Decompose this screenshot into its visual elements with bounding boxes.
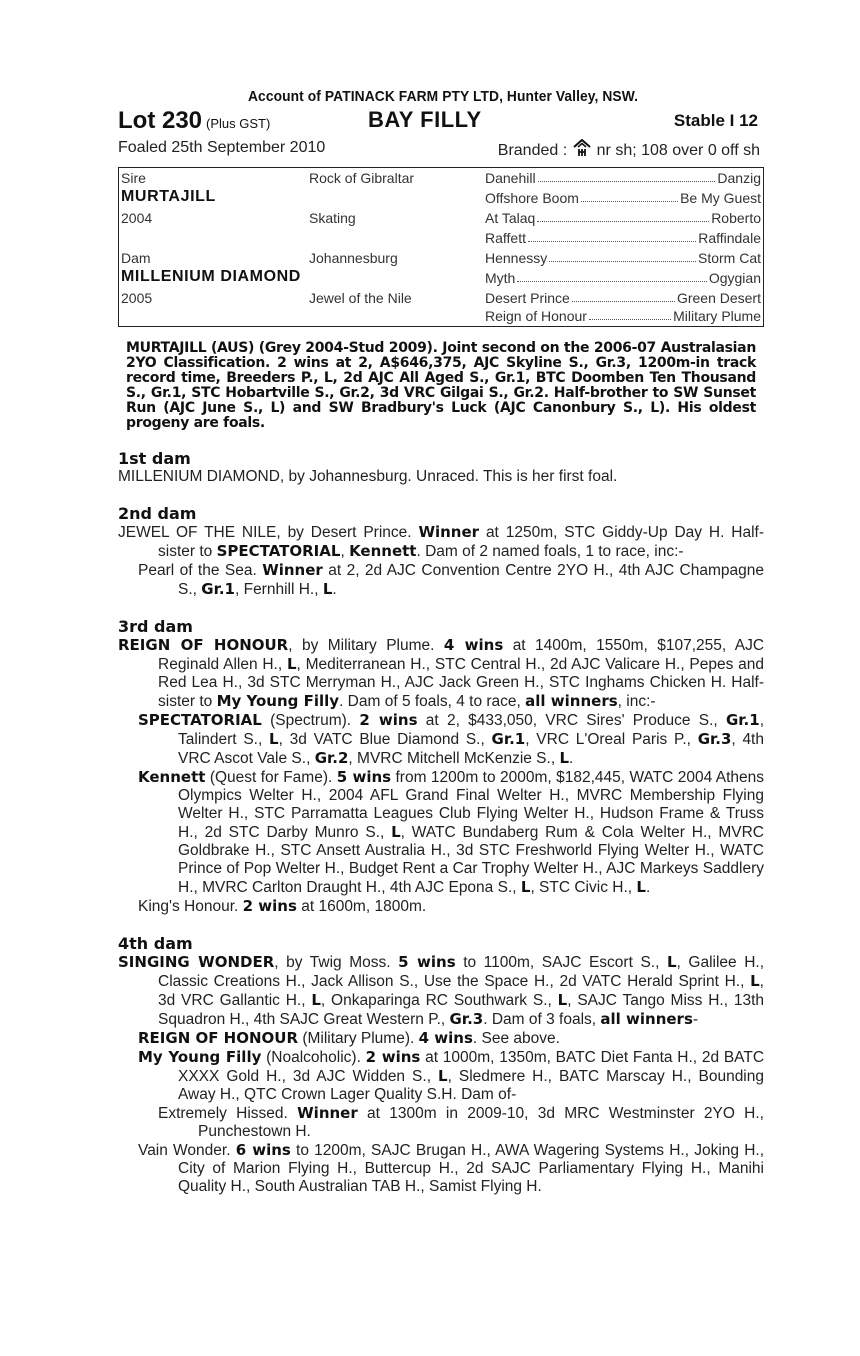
text-run: from 1200m to 2000m, $182,445, WATC 2004 Athens Olympics Welter H., 2004 AFL Grand Final Welter H., MVRC Membership Flying Welter H., STC Parramatta Leagues Club Flying Welter H., Hudson Frame & Truss H., 2d STC Darby Munro S.,	[178, 769, 765, 841]
text-run: , MVRC Mitchell McKenzie S.,	[348, 750, 556, 767]
bold-run: Gr.3	[697, 730, 732, 748]
second-dam-heading: 2nd dam	[118, 504, 197, 523]
leader-dots	[537, 210, 709, 222]
bold-run: L	[391, 823, 401, 841]
leader-dots	[581, 190, 678, 202]
stable-number: Stable I 12	[673, 111, 758, 130]
progeny-entry	[118, 768, 764, 897]
sire-sire: Rock of Gibraltar	[309, 170, 415, 186]
bold-run: L	[286, 655, 297, 673]
text-run: at 1300m in 2009-10, 3d MRC Westminster 2YO H., Punchestown H.	[198, 1105, 764, 1140]
bold-run: Gr.1	[201, 580, 235, 598]
bold-run: L	[557, 991, 568, 1009]
bold-run: REIGN OF HONOUR	[118, 636, 289, 654]
text-run: , Galilee H., Classic Creations H., Jack Allison S., Use the Space H., 2d VATC Herald Sprint H.,	[158, 954, 765, 990]
lot-label: Lot 230	[118, 107, 203, 134]
text-run: , WATC Bundaberg Rum & Cola Welter H., MVRC Goldbrake H., STC Ansett Australia H., 3d STC Freshworld Flying Welter H., WATC Prince of Pop Welter H., Budget Rent a Car Trophy Welter H., AJC Markeys Saddlery H., MVRC Carlton Draught H., 4th AJC Epona S.,	[178, 824, 764, 896]
ancestor-right: Military Plume	[673, 308, 761, 324]
progeny-entry	[118, 1104, 764, 1141]
text-run: Pearl of the Sea.	[138, 562, 257, 579]
bold-run: L	[559, 749, 570, 767]
bold-run: Kennett	[349, 542, 417, 560]
bold-run: 4 wins	[443, 636, 504, 654]
text-run: . Dam of 2 named foals, 1 to race, inc:-	[416, 543, 684, 560]
bold-run: all winners	[600, 1010, 693, 1028]
bold-run: L	[666, 953, 677, 971]
ancestor-left: Danehill	[485, 170, 536, 186]
ancestor-row	[485, 170, 761, 186]
ancestor-right: Roberto	[711, 210, 761, 226]
text-run: JEWEL OF THE NILE, by Desert Prince.	[118, 524, 412, 541]
ancestor-right: Danzig	[717, 170, 761, 186]
progeny-entry	[118, 1029, 764, 1048]
bold-run: 5 wins	[336, 768, 392, 786]
ancestor-left: Raffett	[485, 230, 526, 246]
bold-run: My Young Filly	[216, 692, 340, 710]
text-run: , VRC L'Oreal Paris P.,	[525, 731, 691, 748]
sire-name: MURTAJILL	[121, 188, 216, 205]
ancestor-row	[485, 270, 761, 286]
bold-run: My Young Filly	[138, 1048, 262, 1066]
bold-run: REIGN OF HONOUR	[138, 1029, 299, 1047]
bold-run: Winner	[418, 523, 480, 541]
text-run: to 1100m, SAJC Escort S.,	[463, 954, 660, 971]
bold-run: 2 wins	[365, 1048, 421, 1066]
second-dam-entry	[118, 523, 764, 561]
progeny-entry	[118, 711, 764, 768]
leader-dots	[549, 250, 696, 262]
text-run: , Talindert S.,	[178, 712, 764, 748]
progeny-entry	[118, 1048, 764, 1104]
branded-info	[498, 139, 760, 160]
text-run: , inc:-	[617, 693, 656, 710]
text-run: , SAJC Tango Miss H., 13th Squadron H., 4th SAJC Great Western P.,	[158, 992, 765, 1028]
ancestor-left: Reign of Honour	[485, 308, 587, 324]
bold-run: Winner	[297, 1104, 358, 1122]
text-run: , Mediterranean H., STC Central H., 2d AJC Valicare H., Pepes and Red Lea H., 3d STC Merryman H., AJC Jack Green H., STC Inghams Chicken H. Half-sister to	[158, 656, 764, 710]
bold-run: 2 wins	[359, 711, 418, 729]
text-run: (Military Plume).	[302, 1030, 415, 1047]
third-dam-heading: 3rd dam	[118, 617, 193, 636]
text-run: .	[569, 750, 574, 767]
leader-dots	[538, 170, 716, 182]
text-run: at 1250m, STC Giddy-Up Day H. Half-sister to	[158, 524, 764, 560]
bold-run: L	[438, 1067, 448, 1085]
text-run: Vain Wonder.	[138, 1142, 231, 1159]
bold-run: SINGING WONDER	[118, 953, 275, 971]
text-run: at 1600m, 1800m.	[301, 898, 427, 915]
ancestor-left: Myth	[485, 270, 516, 286]
text-run: (Spectrum).	[270, 712, 352, 729]
bold-run: SPECTATORIAL	[216, 542, 341, 560]
dam-name: MILLENIUM DIAMOND	[121, 268, 301, 285]
text-run: , Onkaparinga RC Southwark S.,	[320, 992, 552, 1009]
text-run: (Noalcoholic).	[266, 1049, 361, 1066]
text-run: , Fernhill H.,	[234, 581, 319, 598]
first-dam-heading: 1st dam	[118, 449, 191, 468]
bold-run: 4 wins	[418, 1029, 473, 1047]
foaling-row	[118, 137, 764, 163]
ancestor-row	[485, 210, 761, 226]
lot-header	[118, 107, 764, 137]
bold-run: 5 wins	[398, 953, 456, 971]
text-run: at 1400m, 1550m, $107,255, AJC Reginald Allen H.,	[158, 637, 765, 673]
ancestor-right: Raffindale	[698, 230, 761, 246]
text-run: .	[332, 581, 337, 598]
dam-sire: Johannesburg	[309, 250, 398, 266]
bold-run: 6 wins	[235, 1141, 291, 1159]
ancestor-row	[485, 230, 761, 246]
catalogue-page	[118, 88, 764, 1196]
dam-label: Dam	[121, 250, 151, 266]
bold-run: Gr.1	[725, 711, 760, 729]
leader-dots	[589, 308, 671, 320]
text-run: , Sledmere H., BATC Marscay H., Bounding Away H., QTC Crown Lager Quality S.H. Dam of-	[178, 1068, 764, 1103]
text-run: at 2, 2d AJC Convention Centre 2YO H., 4th AJC Champagne S.,	[178, 562, 765, 598]
foaled-date: Foaled 25th September 2010	[118, 139, 326, 156]
bold-run: all winners	[525, 692, 618, 710]
branded-label: Branded :	[497, 142, 568, 159]
bold-run: Gr.1	[491, 730, 526, 748]
ancestor-left: At Talaq	[485, 210, 536, 226]
bold-run: 2 wins	[242, 897, 297, 915]
text-run: at 1000m, 1350m, BATC Diet Fanta H., 2d BATC XXXX Gold H., 3d AJC Widden S.,	[178, 1049, 765, 1085]
sire-label: Sire	[121, 170, 146, 186]
ancestor-row	[485, 308, 761, 324]
text-run: King's Honour.	[138, 898, 239, 915]
text-run: , 3d VATC Blue Diamond S.,	[278, 731, 485, 748]
ancestor-row	[485, 190, 761, 206]
horse-title: BAY FILLY	[368, 107, 482, 132]
text-run: to 1200m, SAJC Brugan H., AWA Wagering Systems H., Joking H., City of Marion Flying H., Buttercup H., 2d SAJC Parliamentary Flying H., Manihi Quality H., South Australian TAB H., Samist Flying H.	[178, 1142, 765, 1195]
text-run: , by Military Plume.	[288, 637, 435, 654]
text-run: Extremely Hissed.	[158, 1105, 288, 1122]
ancestor-left: Desert Prince	[485, 290, 570, 306]
text-run: . Dam of 3 foals,	[483, 1011, 597, 1028]
bold-run: L	[269, 730, 279, 748]
text-run: , by Twig Moss.	[274, 954, 391, 971]
ancestor-right: Green Desert	[676, 290, 761, 306]
ancestor-row	[485, 290, 761, 306]
leader-dots	[572, 290, 675, 302]
bold-run: SPECTATORIAL	[138, 711, 262, 729]
text-run: .	[645, 879, 651, 896]
sire-summary: MURTAJILL (AUS) (Grey 2004-Stud 2009). Joint second on the 2006-07 Australasian 2YO Classification. 2 wins at 2, A$646,375, AJC Skyline S., Gr.3, 1200m-in track record time, Breeders P., L, 2d AJC All Aged S., Gr.1, BTC Doomben Ten Thousand S., Gr.1, STC Hobartville S., Gr.2, 3d VRC Gilgai S., Gr.2. Half-brother to SW Sunset Run (AJC June S., L) and SW Bradbury's Luck (AJC Canonbury S., L). His oldest progeny are foals.	[126, 340, 756, 431]
ancestor-right: Storm Cat	[697, 250, 761, 266]
pedigree-table	[118, 167, 764, 327]
text-run: . See above.	[472, 1030, 560, 1047]
ancestor-left: Offshore Boom	[485, 190, 579, 206]
bold-run: Gr.2	[314, 749, 349, 767]
text-run: , 3d VRC Gallantic H.,	[158, 973, 764, 1009]
ancestor-right: Ogygian	[708, 270, 761, 286]
text-run: , 4th VRC Ascot Vale S.,	[178, 731, 764, 767]
leader-dots	[528, 230, 696, 242]
text-run: ,	[340, 543, 345, 560]
ancestor-left: Hennessy	[485, 250, 548, 266]
sire-year: 2004	[121, 210, 153, 226]
ancestor-row	[485, 250, 761, 266]
bold-run: L	[520, 878, 531, 896]
fourth-dam-entry	[118, 953, 764, 1029]
first-dam-text: MILLENIUM DIAMOND, by Johannesburg. Unraced. This is her first foal.	[118, 468, 618, 485]
text-run: (Quest for Fame).	[209, 769, 333, 786]
dam-year: 2005	[121, 290, 153, 306]
bold-run: Kennett	[138, 768, 206, 786]
bold-run: L	[750, 972, 760, 990]
ancestor-right: Be My Guest	[680, 190, 761, 206]
text-run: . Dam of 5 foals, 4 to race,	[339, 693, 521, 710]
sire-dam: Skating	[309, 210, 356, 226]
progeny-entry	[118, 561, 764, 599]
fourth-dam-heading: 4th dam	[118, 934, 193, 953]
bold-run: L	[636, 878, 646, 896]
branded-detail: nr sh; 108 over 0 off sh	[596, 142, 760, 159]
lot-number	[118, 107, 270, 135]
bold-run: Winner	[262, 561, 323, 579]
bold-run: L	[322, 580, 333, 598]
vendor-account: Account of PATINACK FARM PTY LTD, Hunter Valley, NSW.	[247, 88, 639, 105]
leader-dots	[517, 270, 707, 282]
bold-run: L	[311, 991, 321, 1009]
brand-mark-icon	[572, 139, 597, 159]
text-run: at 2, $433,050, VRC Sires' Produce S.,	[425, 712, 718, 729]
dam-dam: Jewel of the Nile	[309, 290, 412, 306]
progeny-entry	[118, 897, 764, 916]
third-dam-entry	[118, 636, 764, 711]
text-run: , STC Civic H.,	[530, 879, 633, 896]
progeny-entry	[118, 1141, 764, 1196]
bold-run: Gr.3	[449, 1010, 484, 1028]
text-run: -	[692, 1011, 699, 1028]
plus-gst: (Plus GST)	[206, 116, 271, 131]
